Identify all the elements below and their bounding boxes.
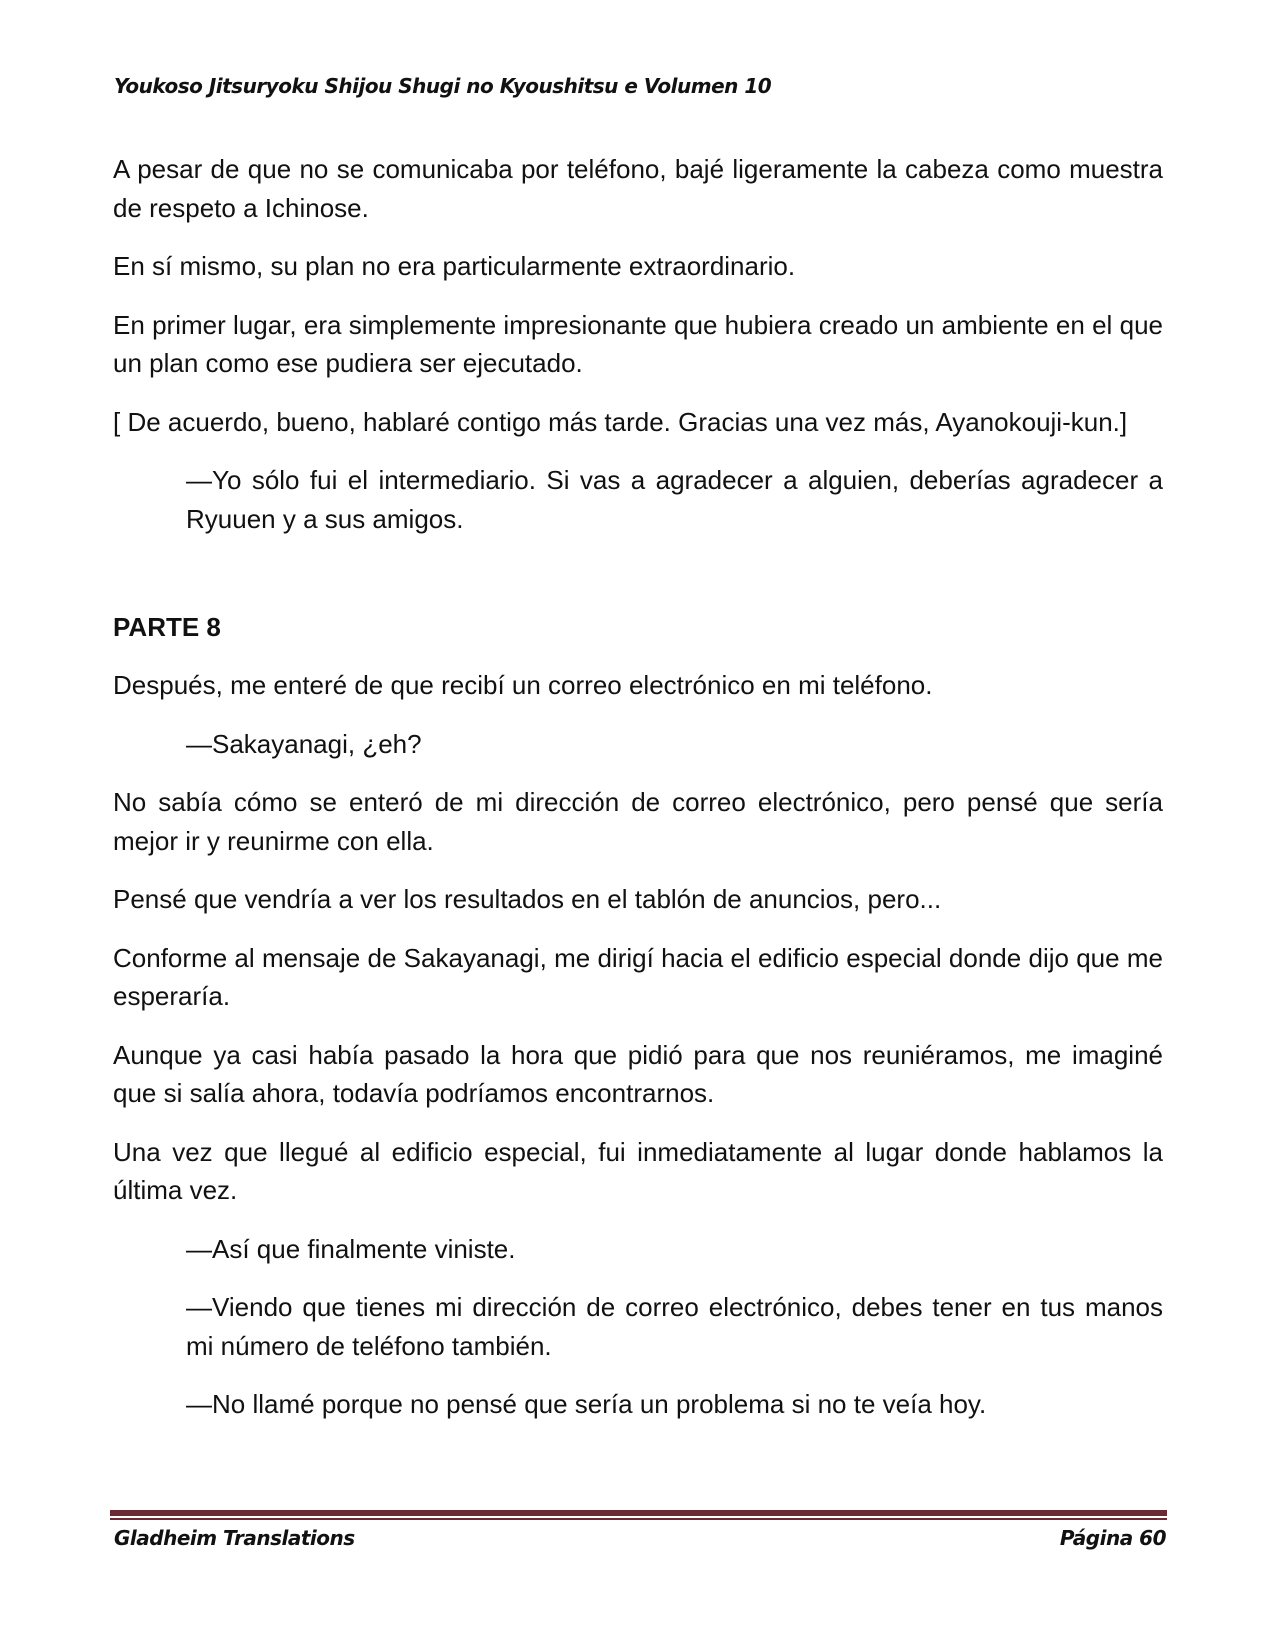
paragraph: —No llamé porque no pensé que sería un problema si no te veía hoy.	[186, 1389, 987, 1419]
page-footer	[114, 1526, 1166, 1550]
section-heading: PARTE 8	[113, 612, 221, 642]
footer-translator: Gladheim Translations	[114, 1526, 355, 1550]
paragraph: Después, me enteré de que recibí un correo electrónico en mi teléfono.	[113, 670, 933, 700]
page-body	[113, 150, 1163, 1444]
paragraph: —Viendo que tienes mi dirección de correo electrónico, debes tener en tus manos mi número de teléfono también.	[186, 1292, 1163, 1361]
running-header: Youkoso Jitsuryoku Shijou Shugi no Kyoushitsu e Volumen 10	[114, 74, 772, 98]
paragraph: Pensé que vendría a ver los resultados en el tablón de anuncios, pero...	[113, 884, 942, 914]
paragraph: [ De acuerdo, bueno, hablaré contigo más tarde. Gracias una vez más, Ayanokouji-kun.]	[113, 406, 1128, 437]
paragraph: En sí mismo, su plan no era particularmente extraordinario.	[113, 251, 796, 281]
paragraph: Aunque ya casi había pasado la hora que pidió para que nos reuniéramos, me imaginé que si salía ahora, todavía podríamos encontrarnos.	[113, 1039, 1163, 1108]
paragraph: —Yo sólo fui el intermediario. Si vas a agradecer a alguien, deberías agradecer a Ryuuen y a sus amigos.	[186, 465, 1163, 534]
paragraph: No sabía cómo se enteró de mi dirección de correo electrónico, pero pensé que sería mejor ir y reunirme con ella.	[113, 787, 1163, 856]
paragraph: —Sakayanagi, ¿eh?	[186, 728, 422, 759]
paragraph: En primer lugar, era simplemente impresionante que hubiera creado un ambiente en el que un plan como ese pudiera ser ejecutado.	[113, 309, 1163, 378]
paragraphs-before	[113, 150, 1163, 538]
footer-rule-thin	[110, 1518, 1167, 1520]
paragraph: A pesar de que no se comunicaba por teléfono, bajé ligeramente la cabeza como muestra de respeto a Ichinose.	[113, 154, 1163, 223]
paragraph: Conforme al mensaje de Sakayanagi, me dirigí hacia el edificio especial donde dijo que me esperaría.	[113, 942, 1163, 1011]
footer-rule	[110, 1510, 1167, 1516]
paragraphs-after	[113, 666, 1163, 1424]
footer-page-number: Página 60	[1059, 1526, 1166, 1550]
paragraph: Una vez que llegué al edificio especial, fui inmediatamente al lugar donde hablamos la última vez.	[113, 1136, 1163, 1205]
paragraph: —Así que finalmente viniste.	[186, 1233, 516, 1264]
